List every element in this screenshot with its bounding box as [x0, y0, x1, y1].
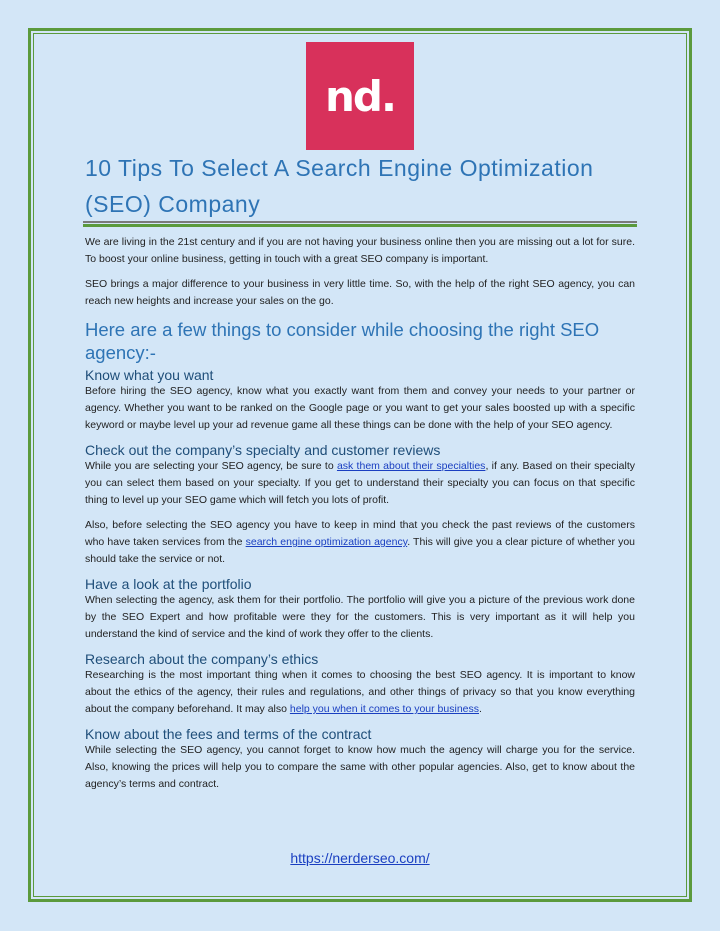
intro-paragraph-2: SEO brings a major difference to your business in very little time. So, with the help of the right SEO agency, you can reach new heights and increase your sales on the go.: [85, 278, 635, 307]
section-text-ethics: [85, 667, 635, 718]
section-text-specialty-2: [85, 517, 635, 568]
text-span: , if any. Based on their specialty you can select them based on your specialty. If you get to understand their specialty you can focus on that specific thing to level up your SEO game which will fetch you lots of profit.: [85, 460, 636, 506]
section-heading-fees: Know about the fees and terms of the contract: [85, 726, 372, 742]
section-heading-specialty: Check out the company’s specialty and customer reviews: [85, 442, 441, 458]
nd-logo: [306, 42, 414, 150]
section-text-specialty-1: [85, 458, 635, 509]
section-text-portfolio: When selecting the agency, ask them for their portfolio. The portfolio will give you a picture of the previous work done by the SEO Expert and how profitable were they for the customers. This is very important as it will help you understand the kind of service and the kind of work they offer to the clients.: [85, 594, 635, 640]
main-heading: Here are a few things to consider while choosing the right SEO agency:-: [85, 319, 600, 363]
text-span: Also, before selecting the SEO agency you have to keep in mind that you check the past reviews of the customers who have taken services from the: [85, 519, 635, 548]
text-span: . This will give you a clear picture of whether you should take the service or not.: [85, 536, 636, 565]
text-span: .: [479, 703, 482, 715]
section-heading-portfolio: Have a look at the portfolio: [85, 576, 252, 592]
section-heading-know-what-you-want: Know what you want: [85, 367, 214, 383]
intro-paragraph-1: We are living in the 21st century and if you are not having your business online then you are missing out a lot for sure. To boost your online business, getting in touch with a great SEO company is important.: [85, 236, 635, 265]
logo-text: nd: [325, 71, 381, 121]
section-text-fees: While selecting the SEO agency, you cannot forget to know how much the agency will charge you for the service. Also, knowing the prices will help you to compare the same with other popular agencies. Also, get to know about the agency’s terms and contract.: [85, 744, 635, 790]
footer: [0, 850, 720, 866]
section-text-know-what-you-want: Before hiring the SEO agency, know what you exactly want from them and convey your needs to your partner or agency. Whether you want to be ranked on the Google page or you want to get your sales boosted up with a specific keyword or maybe level up your ad revenue game all these things can be done with the help of your SEO agency.: [85, 385, 635, 431]
section-heading-ethics: Research about the company’s ethics: [85, 651, 319, 667]
website-link[interactable]: https://nerderseo.com/: [290, 850, 430, 866]
text-span: Researching is the most important thing when it comes to choosing the best SEO agency. It is important to know about the ethics of the agency, their rules and regulations, and other things of privacy so that you know everything about the company beforehand. It may also: [85, 669, 635, 715]
text-span: While you are selecting your SEO agency, be sure to: [85, 460, 337, 472]
specialties-link[interactable]: ask them about their specialties: [336, 460, 486, 472]
seo-agency-link[interactable]: search engine optimization agency: [245, 536, 408, 548]
logo-dot: .: [381, 71, 395, 121]
page-title: 10 Tips To Select A Search Engine Optimization (SEO) Company: [85, 155, 594, 217]
title-divider: [83, 221, 637, 227]
article-body: [85, 234, 635, 801]
business-help-link[interactable]: help you when it comes to your business: [289, 703, 479, 715]
